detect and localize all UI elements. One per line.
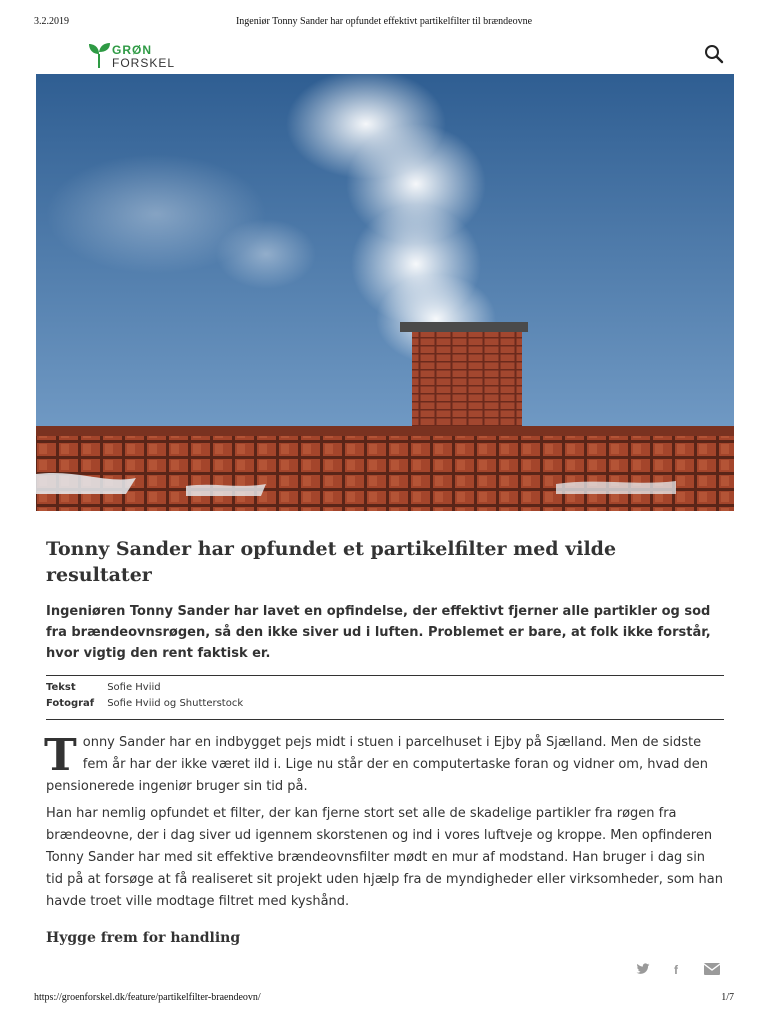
leaf-logo-icon (88, 40, 112, 70)
credit-label: Tekst (46, 682, 76, 693)
article-credits (46, 675, 724, 720)
print-url: https://groenforskel.dk/feature/partikelfilter-braendeovn/ (34, 992, 261, 1003)
facebook-icon[interactable]: f (674, 963, 678, 977)
credit-label: Fotograf (46, 698, 95, 709)
credit-text (46, 682, 161, 693)
print-date: 3.2.2019 (34, 16, 69, 27)
article-lead: Ingeniøren Tonny Sander har lavet en opfindelse, der effektivt fjerner alle partikler og sod fra brændeovnsrøgen, så den ikke siver ud i luften. Problemet er bare, at folk ikke forstår, hvor vigtig den rent faktisk er. (46, 604, 711, 661)
drop-cap: T (44, 730, 77, 781)
credit-value: Sofie Hviid (107, 682, 161, 693)
hero-image (36, 74, 734, 511)
site-header (36, 36, 734, 74)
section-subheading: Hygge frem for handling (46, 930, 241, 946)
print-page-number: 1/7 (721, 992, 734, 1003)
print-footer (34, 992, 734, 1006)
article-paragraph-2: Han har nemlig opfundet et filter, der kan fjerne stort set alle de skadelige partikler fra røgen fra brændeovne, der i dag siver ud igennem skorstenen og ind i vores luftveje og kroppe. Men opfinderen Tonny Sander har med sit effektive brændeovnsfilter mødt en mur af modstand. Han bruger i dag sin tid på at forsøge at få realiseret sit projekt uden hjælp fra de myndigheder eller virksomheder, som han havde troet ville modtage filtret med kyshånd. (46, 806, 723, 909)
credit-photographer (46, 698, 243, 709)
site-logo[interactable] (88, 40, 208, 72)
article-headline: Tonny Sander har opfundet et partikelfilter med vilde resultater (46, 538, 617, 586)
twitter-icon[interactable] (636, 963, 650, 978)
credit-value: Sofie Hviid og Shutterstock (107, 698, 244, 709)
logo-word-gron: GRØN (112, 43, 152, 57)
article-paragraph-1 (46, 732, 724, 798)
paragraph-text: onny Sander har en indbygget pejs midt i stuen i parcelhuset i Ejby på Sjælland. Men de sidste fem år har der ikke været ild i. Lige nu står der en computertaske foran og vidner om, hvad den pensionerede ingeniør bruger sin tid på. (46, 735, 709, 794)
logo-word-forskel: FORSKEL (112, 56, 176, 70)
print-page-title: Ingeniør Tonny Sander har opfundet effektivt partikelfilter til brændeovne (235, 16, 533, 27)
search-icon[interactable] (704, 44, 724, 64)
email-icon[interactable] (704, 963, 720, 978)
share-bar (634, 963, 724, 979)
print-header (34, 16, 734, 30)
